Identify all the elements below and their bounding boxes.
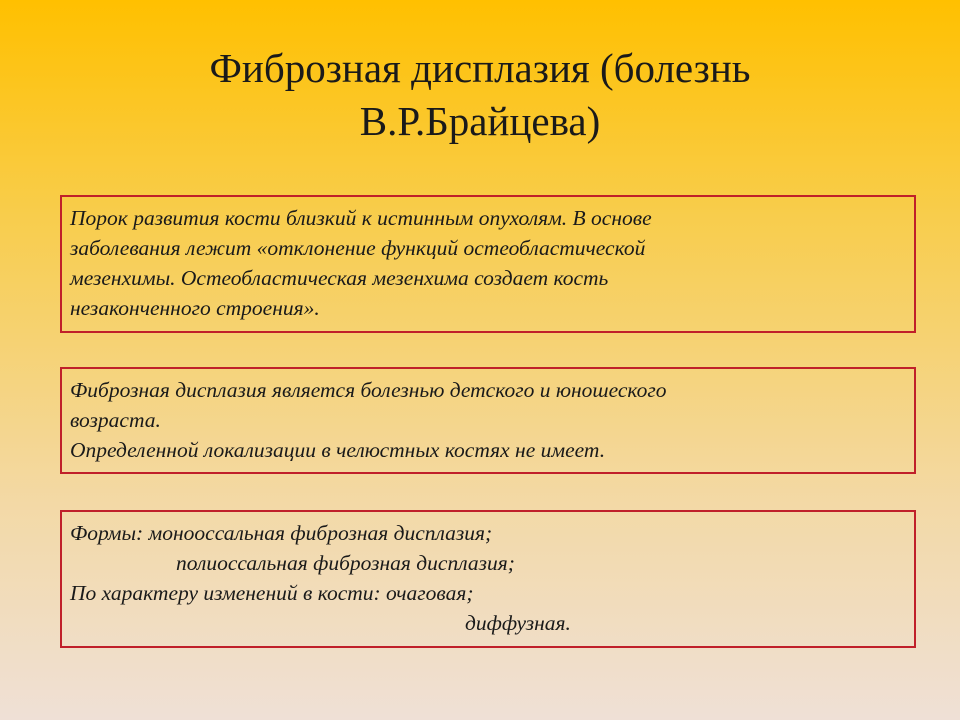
- localization-line: Определенной локализации в челюстных костях не имеет.: [70, 438, 606, 462]
- title-line-2: В.Р.Брайцева): [359, 98, 601, 144]
- change-type-line: По характеру изменений в кости: очаговая;: [70, 581, 474, 605]
- age-line: Фиброзная дисплазия является болезнью детского и юношеского: [70, 378, 667, 402]
- forms-line: полиоссальная фиброзная дисплазия;: [176, 551, 515, 575]
- age-line: возраста.: [70, 408, 161, 432]
- definition-line: мезенхимы. Остеобластическая мезенхима создает кость: [70, 266, 609, 290]
- definition-line: незаконченного строения».: [70, 296, 320, 320]
- age-localization-box: [60, 367, 916, 474]
- title-line-1: Фиброзная дисплазия (болезнь: [209, 45, 751, 91]
- definition-line: Порок развития кости близкий к истинным опухолям. В основе: [70, 206, 652, 230]
- change-type-line: диффузная.: [465, 611, 571, 635]
- forms-box: [60, 510, 916, 648]
- definition-line: заболевания лежит «отклонение функций остеобластической: [70, 236, 646, 260]
- definition-box: [60, 195, 916, 333]
- forms-line: Формы: монооссальная фиброзная дисплазия;: [70, 521, 493, 545]
- slide-title: [80, 42, 880, 148]
